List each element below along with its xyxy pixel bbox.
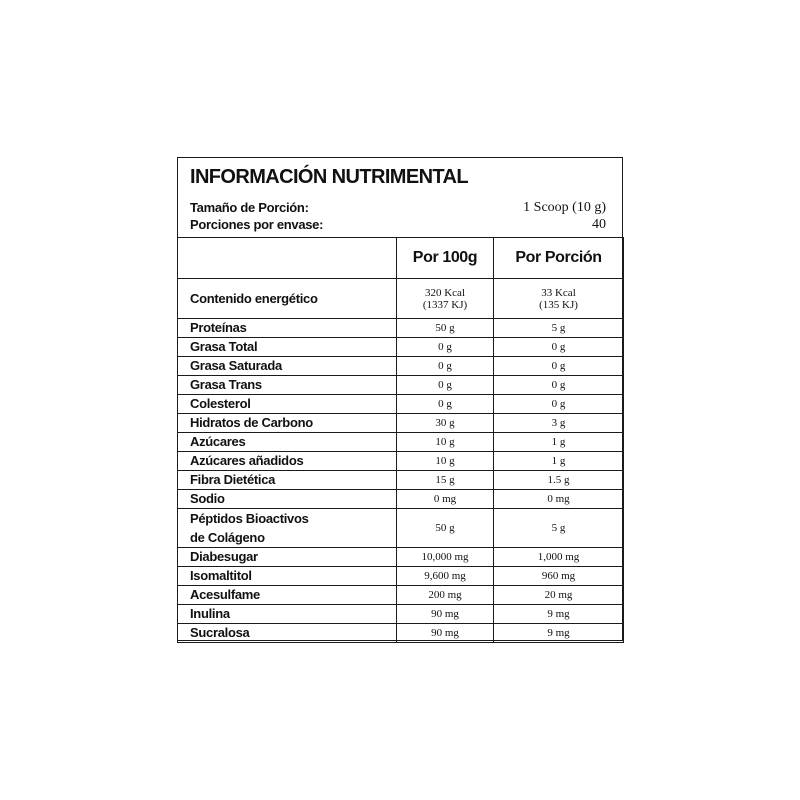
nutrient-name: Proteínas bbox=[178, 319, 397, 338]
energy-per-serving-kj: (135 KJ) bbox=[539, 298, 578, 311]
table-row bbox=[178, 433, 624, 452]
label-title: INFORMACIÓN NUTRIMENTAL bbox=[190, 166, 469, 188]
peptides-name-line2: de Colágeno bbox=[190, 530, 265, 545]
nutrient-name: Azúcares bbox=[178, 433, 397, 452]
table-row bbox=[178, 586, 624, 605]
nutrient-per-100g: 0 mg bbox=[397, 490, 494, 509]
nutrient-name: Fibra Dietética bbox=[178, 471, 397, 490]
peptides-row bbox=[178, 509, 624, 548]
nutrient-per-100g: 10,000 mg bbox=[397, 548, 494, 567]
table-row bbox=[178, 452, 624, 471]
peptides-name bbox=[178, 509, 397, 548]
nutrient-per-serving: 5 g bbox=[494, 319, 624, 338]
nutrient-name: Sucralosa bbox=[178, 624, 397, 643]
nutrient-name: Grasa Saturada bbox=[178, 357, 397, 376]
nutrient-per-serving: 20 mg bbox=[494, 586, 624, 605]
energy-per-serving-kcal: 33 Kcal bbox=[541, 286, 576, 299]
table-row bbox=[178, 338, 624, 357]
table-row bbox=[178, 471, 624, 490]
nutrient-name: Diabesugar bbox=[178, 548, 397, 567]
nutrient-per-serving: 3 g bbox=[494, 414, 624, 433]
table-row bbox=[178, 395, 624, 414]
table-row bbox=[178, 376, 624, 395]
energy-per-100g-kj: (1337 KJ) bbox=[422, 298, 468, 311]
nutrient-per-100g: 90 mg bbox=[397, 605, 494, 624]
table-row bbox=[178, 605, 624, 624]
nutrient-per-100g: 0 g bbox=[397, 357, 494, 376]
nutrient-per-serving: 1,000 mg bbox=[494, 548, 624, 567]
nutrient-name: Colesterol bbox=[178, 395, 397, 414]
nutrient-per-100g: 10 g bbox=[397, 452, 494, 471]
nutrient-per-100g: 15 g bbox=[397, 471, 494, 490]
servings-per-container-value: 40 bbox=[592, 217, 606, 232]
table-row bbox=[178, 548, 624, 567]
serving-size-value: 1 Scoop (10 g) bbox=[523, 200, 606, 215]
nutrient-per-100g: 90 mg bbox=[397, 624, 494, 643]
nutrient-name: Azúcares añadidos bbox=[178, 452, 397, 471]
nutrition-label bbox=[177, 157, 623, 641]
nutrient-name: Inulina bbox=[178, 605, 397, 624]
table-row bbox=[178, 414, 624, 433]
peptides-name-line1: Péptidos Bioactivos bbox=[190, 511, 309, 526]
servings-per-container-label: Porciones por envase: bbox=[190, 217, 324, 232]
nutrient-per-100g: 0 g bbox=[397, 395, 494, 414]
nutrient-per-serving: 960 mg bbox=[494, 567, 624, 586]
table-row bbox=[178, 624, 624, 643]
nutrient-per-100g: 50 g bbox=[397, 319, 494, 338]
nutrient-name: Isomaltitol bbox=[178, 567, 397, 586]
peptides-per-100g: 50 g bbox=[397, 509, 494, 548]
table-row bbox=[178, 319, 624, 338]
per-100g-header: Por 100g bbox=[397, 238, 494, 279]
nutrient-name: Grasa Total bbox=[178, 338, 397, 357]
nutrient-per-serving: 9 mg bbox=[494, 624, 624, 643]
nutrient-per-serving: 9 mg bbox=[494, 605, 624, 624]
nutrient-per-serving: 0 g bbox=[494, 395, 624, 414]
nutrient-per-100g: 9,600 mg bbox=[397, 567, 494, 586]
nutrient-name: Hidratos de Carbono bbox=[178, 414, 397, 433]
empty-header-cell bbox=[178, 238, 397, 279]
nutrient-per-serving: 0 g bbox=[494, 376, 624, 395]
nutrient-per-serving: 1.5 g bbox=[494, 471, 624, 490]
nutrient-per-100g: 200 mg bbox=[397, 586, 494, 605]
nutrient-per-serving: 0 g bbox=[494, 338, 624, 357]
nutrient-per-100g: 0 g bbox=[397, 338, 494, 357]
per-serving-header: Por Porción bbox=[494, 238, 624, 279]
table-row bbox=[178, 490, 624, 509]
nutrient-per-serving: 0 g bbox=[494, 357, 624, 376]
nutrient-per-100g: 10 g bbox=[397, 433, 494, 452]
servings-per-container-row bbox=[190, 216, 606, 233]
nutrient-per-100g: 0 g bbox=[397, 376, 494, 395]
nutrient-name: Grasa Trans bbox=[178, 376, 397, 395]
nutrient-per-serving: 1 g bbox=[494, 452, 624, 471]
peptides-per-serving: 5 g bbox=[494, 509, 624, 548]
serving-size-row bbox=[190, 199, 606, 216]
energy-per-100g-kcal: 320 Kcal bbox=[424, 286, 465, 299]
serving-size-label: Tamaño de Porción: bbox=[190, 200, 309, 215]
nutrient-per-100g: 30 g bbox=[397, 414, 494, 433]
table-row bbox=[178, 357, 624, 376]
table-header-row bbox=[178, 238, 624, 279]
nutrient-per-serving: 0 mg bbox=[494, 490, 624, 509]
nutrient-per-serving: 1 g bbox=[494, 433, 624, 452]
table-row bbox=[178, 567, 624, 586]
energy-per-100g bbox=[397, 279, 494, 319]
nutrition-table bbox=[177, 237, 624, 643]
energy-row bbox=[178, 279, 624, 319]
energy-label: Contenido energético bbox=[178, 279, 397, 319]
nutrient-name: Sodio bbox=[178, 490, 397, 509]
nutrient-name: Acesulfame bbox=[178, 586, 397, 605]
energy-per-serving bbox=[494, 279, 624, 319]
